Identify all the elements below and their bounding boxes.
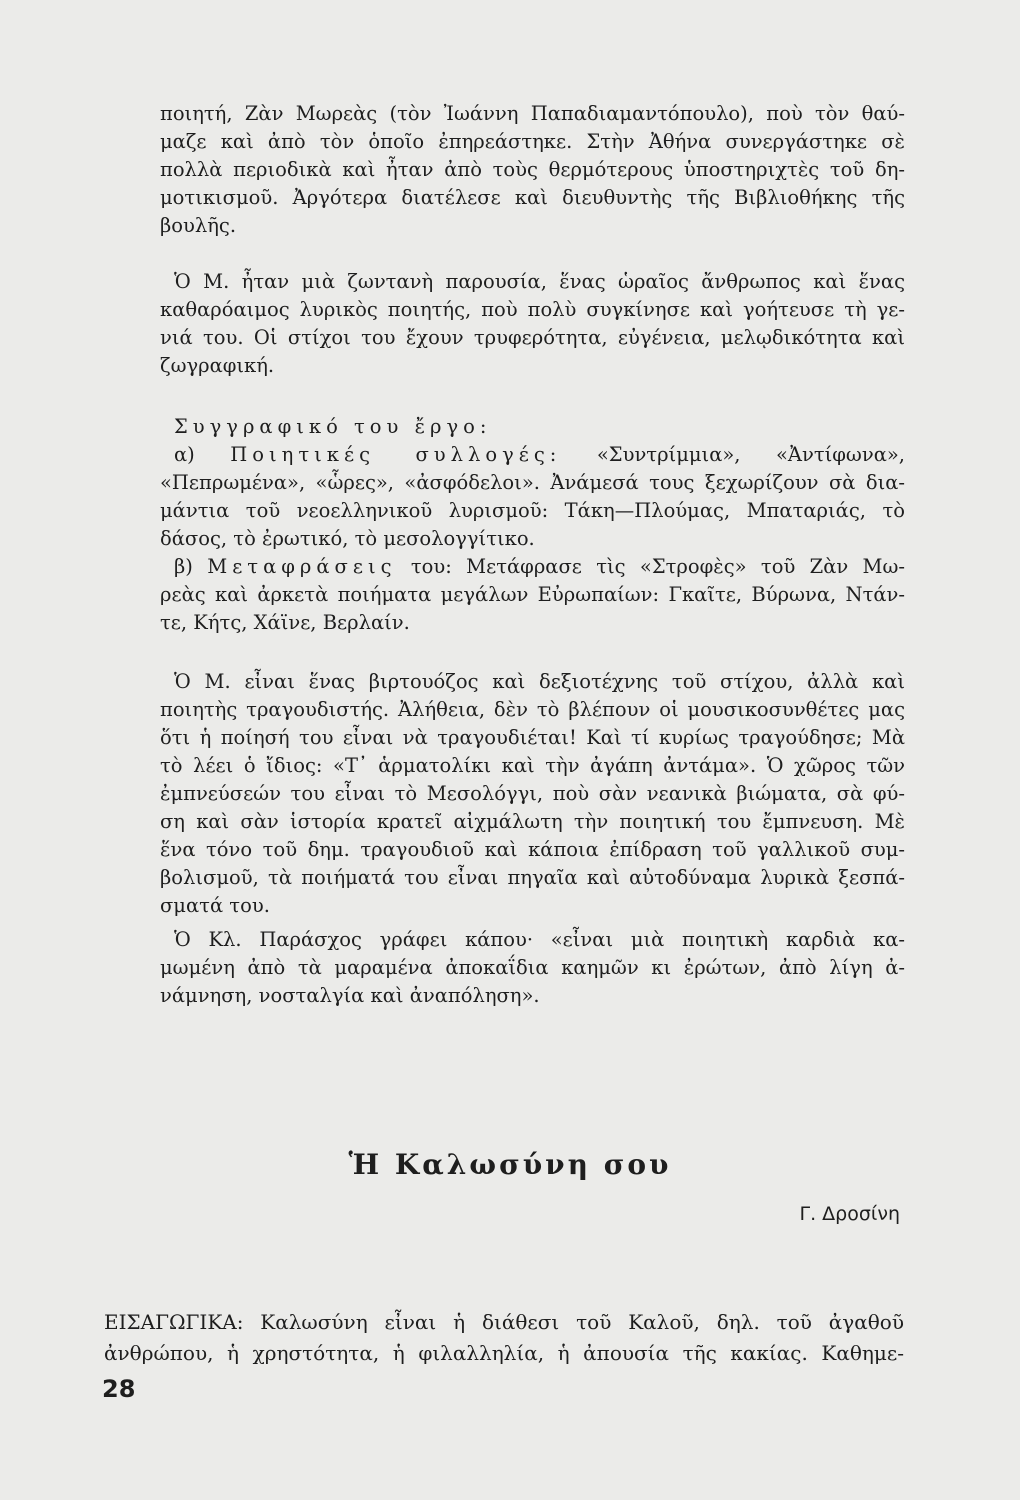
item-a-label: α) bbox=[174, 443, 195, 466]
poem-title: Ἡ Καλωσύνη σου bbox=[348, 1148, 672, 1181]
works-item-b bbox=[160, 553, 905, 581]
text-line: ρεὰς καὶ ἀρκετὰ ποιήματα μεγάλων Εὐρωπαίων: Γκαῖτε, Βύρωνα, Ντάν- bbox=[160, 583, 905, 606]
text-line: βουλῆς. bbox=[160, 214, 237, 237]
text-line: Ὁ Μ. ἦταν μιὰ ζωντανὴ παρουσία, ἕνας ὡραῖος ἄνθρωπος καὶ ἕνας bbox=[174, 270, 905, 293]
item-b-text: του: Μετάφρασε τὶς «Στροφὲς» τοῦ Ζὰν Μω- bbox=[410, 555, 905, 578]
text-line: νάμνηση, νοσταλγία καὶ ἀναπόληση». bbox=[160, 984, 540, 1007]
text-line: ποιητή, Ζὰν Μωρεὰς (τὸν Ἰωάννη Παπαδιαμαντόπουλο), ποὺ τὸν θαύ- bbox=[160, 102, 905, 125]
text-line: δάσος, τὸ ἐρωτικό, τὸ μεσολογγίτικο. bbox=[160, 527, 535, 550]
text-line: ἀνθρώπου, ἡ χρηστότητα, ἡ φιλαλληλία, ἡ ἀπουσία τῆς κακίας. Καθημε- bbox=[104, 1341, 904, 1365]
works-item-a bbox=[160, 441, 905, 469]
text-line: «Πεπρωμένα», «ὧρες», «ἀσφόδελοι». Ἀνάμεσά τους ξεχωρίζουν σὰ δια- bbox=[160, 471, 905, 494]
text-line: ΕΙΣΑΓΩΓΙΚΑ: Καλωσύνη εἶναι ἡ διάθεσι τοῦ Καλοῦ, δηλ. τοῦ ἀγαθοῦ bbox=[104, 1310, 904, 1334]
works-section bbox=[160, 413, 905, 637]
text-line: καθαρόαιμος λυρικὸς ποιητής, ποὺ πολὺ συγκίνησε καὶ γοήτευσε τὴ γε- bbox=[160, 298, 905, 321]
text-line: ὅτι ἡ ποίησή του εἶναι νὰ τραγουδιέται! Καὶ τί κυρίως τραγούδησε; Μὰ bbox=[160, 726, 905, 749]
text-line: τε, Κήτς, Χάϊνε, Βερλαίν. bbox=[160, 611, 410, 634]
text-line: ση καὶ σὰν ἱστορία κρατεῖ αἰχμάλωτη τὴν ποιητική του ἔμπνευση. Μὲ bbox=[160, 810, 905, 833]
works-heading-text: Συγγραφικό του ἔργο: bbox=[174, 415, 492, 438]
bio-paragraph-2 bbox=[160, 268, 905, 380]
text-line: βολισμοῦ, τὰ ποιήματά του εἶναι πηγαῖα καὶ αὐτοδύναμα λυρικὰ ξεσπά- bbox=[160, 866, 905, 889]
text-line: ἐμπνεύσεών του εἶναι τὸ Μεσολόγγι, ποὺ σὰν νεανικὰ βιώματα, σὰ φύ- bbox=[160, 782, 905, 805]
item-a-text: «Συντρίμμια», «Ἀντίφωνα», bbox=[596, 443, 905, 466]
page-number: 28 bbox=[102, 1375, 136, 1403]
text-line: ἕνα τόνο τοῦ δημ. τραγουδιοῦ καὶ κάποια ἐπίδραση τοῦ γαλλικοῦ συμ- bbox=[160, 838, 905, 861]
text-line: μάντια τοῦ νεοελληνικοῦ λυρισμοῦ: Τάκη—Πλούμας, Μπαταριάς, τὸ bbox=[160, 499, 905, 522]
text-line: μαζε καὶ ἀπὸ τὸν ὁποῖο ἐπηρεάστηκε. Στὴν Ἀθήνα συνεργάστηκε σὲ bbox=[160, 130, 905, 153]
works-heading bbox=[160, 413, 905, 441]
item-a-title: Ποιητικές συλλογές: bbox=[230, 443, 562, 466]
text-line: μοτικισμοῦ. Ἀργότερα διατέλεσε καὶ διευθυντὴς τῆς Βιβλιοθήκης τῆς bbox=[160, 186, 905, 209]
item-b-label: β) bbox=[174, 555, 193, 578]
text-line: ποιητὴς τραγουδιστής. Ἀλήθεια, δὲν τὸ βλέπουν οἱ μουσικοσυνθέτες μας bbox=[160, 698, 905, 721]
text-line: Ὁ Μ. εἶναι ἕνας βιρτουόζος καὶ δεξιοτέχνης τοῦ στίχου, ἀλλὰ καὶ bbox=[174, 670, 905, 693]
text-line: πολλὰ περιοδικὰ καὶ ἦταν ἀπὸ τοὺς θερμότερους ὑποστηριχτὲς τοῦ δη- bbox=[160, 158, 905, 181]
text-line: Ὁ Κλ. Παράσχος γράφει κάπου· «εἶναι μιὰ ποιητικὴ καρδιὰ κα- bbox=[174, 928, 905, 951]
text-line: ζωγραφική. bbox=[160, 354, 275, 377]
text-line: σματά του. bbox=[160, 894, 270, 917]
item-b-title: Μεταφράσεις bbox=[207, 555, 397, 578]
intro-paragraph bbox=[104, 1307, 904, 1369]
text-line: μωμένη ἀπὸ τὰ μαραμένα ἀποκαΐδια καημῶν κι ἐρώτων, ἀπὸ λίγη ἀ- bbox=[160, 956, 905, 979]
bio-paragraph-1 bbox=[160, 100, 905, 240]
text-line: τὸ λέει ὁ ἴδιος: «Τ᾽ ἁρματολίκι καὶ τὴν ἀγάπη ἀντάμα». Ὁ χῶρος τῶν bbox=[160, 754, 905, 777]
critique-paragraph-1 bbox=[160, 668, 905, 920]
text-line: νιά του. Οἱ στίχοι του ἔχουν τρυφερότητα, εὐγένεια, μελῳδικότητα καὶ bbox=[160, 326, 905, 349]
poem-author: Γ. Δροσίνη bbox=[799, 1203, 900, 1225]
critique-paragraph-2 bbox=[160, 926, 905, 1010]
